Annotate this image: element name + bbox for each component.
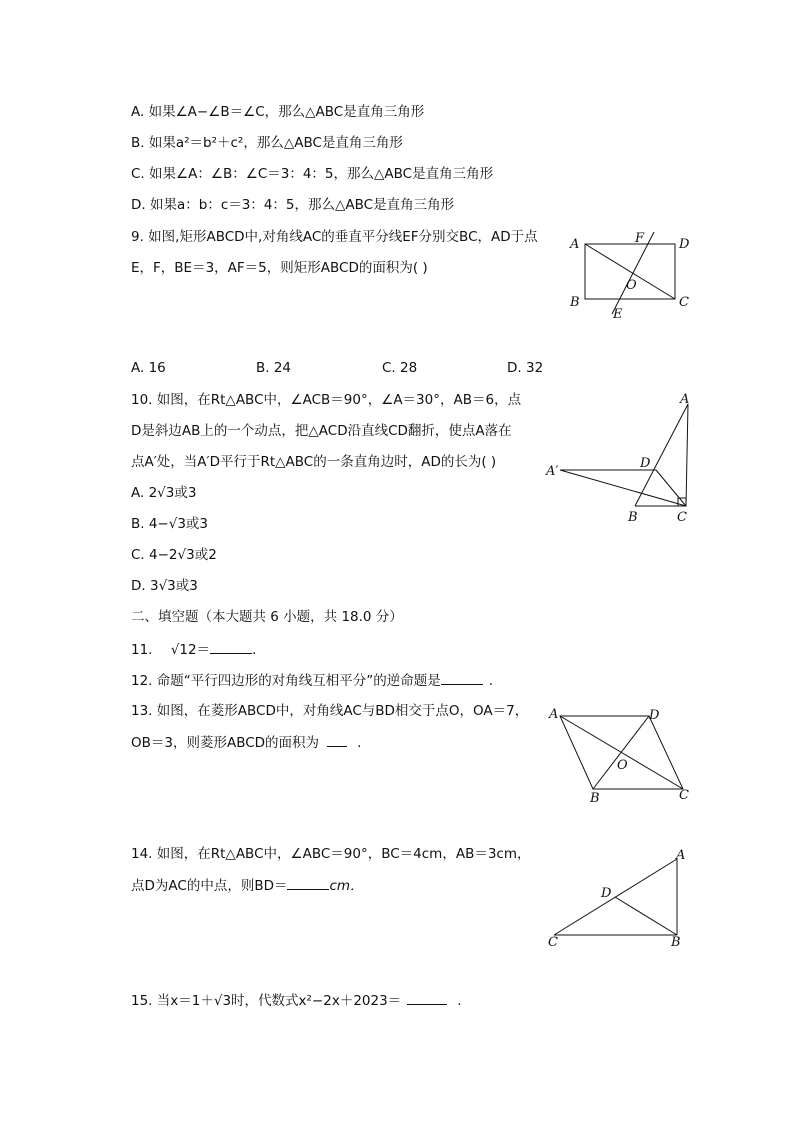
q15-end: .	[457, 993, 462, 1009]
q8-option-c: C. 如果∠A：∠B：∠C＝3：4：5，那么△ABC是直角三角形	[131, 166, 494, 182]
q10-stem-line1: 10. 如图，在Rt△ABC中，∠ACB＝90°，∠A＝30°，AB＝6，点	[131, 392, 522, 408]
q9-label-f: F	[635, 231, 645, 246]
q9-options	[131, 360, 581, 378]
q10-seg-cd	[656, 470, 686, 506]
q9-option-b[interactable]: B. 24	[256, 360, 292, 376]
q14-stem-line2	[131, 876, 364, 895]
q9-label-e: E	[613, 307, 623, 322]
q9-option-d[interactable]: D. 32	[507, 360, 544, 376]
section-2-heading: 二、填空题（本大题共 6 小题，共 18.0 分）	[131, 609, 403, 625]
q9-stem-line2: E，F，BE＝3，AF＝5，则矩形ABCD的面积为( )	[131, 260, 428, 276]
q14-stem-text: 点D为AC的中点，则BD＝	[131, 878, 288, 894]
q9-figure	[560, 228, 700, 323]
q11	[131, 640, 256, 659]
q10-label-d: D	[640, 456, 651, 471]
q13-label-c: C	[679, 788, 689, 803]
q15	[131, 991, 461, 1010]
q11-expression: √12＝	[170, 642, 211, 658]
q13-end: .	[357, 735, 362, 751]
q9-option-a[interactable]: A. 16	[131, 360, 166, 376]
q13-figure	[545, 703, 695, 808]
q8-option-a: A. 如果∠A−∠B＝∠C，那么△ABC是直角三角形	[131, 104, 425, 120]
q10-option-b[interactable]: B. 4−√3或3	[131, 516, 209, 532]
q10-side-ac	[686, 404, 688, 506]
q13-label-a: A	[549, 707, 559, 722]
q13-diagonal-bd	[593, 716, 649, 789]
q10-option-d[interactable]: D. 3√3或3	[131, 578, 198, 594]
q10-option-a[interactable]: A. 2√3或3	[131, 485, 197, 501]
q9-label-o: O	[626, 278, 637, 293]
q10-option-c[interactable]: C. 4−2√3或2	[131, 547, 217, 563]
q14-label-d: D	[601, 886, 612, 901]
q9-stem-line1: 9. 如图,矩形ABCD中,对角线AC的垂直平分线EF分别交BC，AD于点	[131, 229, 538, 245]
q8-option-b: B. 如果a²＝b²＋c²，那么△ABC是直角三角形	[131, 135, 403, 151]
q13-label-b: B	[590, 791, 600, 806]
q8-option-d: D. 如果a：b：c＝3：4：5，那么△ABC是直角三角形	[131, 197, 455, 213]
q12-answer-blank[interactable]	[441, 671, 483, 685]
q10-side-ab	[635, 404, 688, 506]
q10-label-b: B	[628, 510, 638, 525]
q9-label-c: C	[679, 295, 689, 310]
q14-median-bd	[615, 897, 677, 935]
q10-seg-aprime-c	[560, 470, 686, 506]
q10-stem-line2: D是斜边AB上的一个动点，把△ACD沿直线CD翻折，使点A落在	[131, 423, 512, 439]
q14-label-b: B	[671, 935, 681, 950]
q14-unit: cm．	[329, 878, 364, 894]
q9-label-b: B	[570, 295, 580, 310]
q13-label-o: O	[617, 758, 628, 773]
q13-stem-line2	[131, 733, 361, 752]
q10-label-aprime: A′	[546, 464, 559, 479]
q10-label-a: A	[680, 392, 690, 407]
q15-text: 15. 当x＝1＋√3时，代数式x²−2x＋2023＝	[131, 993, 402, 1009]
q11-end: .	[252, 642, 257, 658]
q10-label-c: C	[677, 510, 687, 525]
q12	[131, 671, 493, 690]
q13-stem-line1: 13. 如图，在菱形ABCD中，对角线AC与BD相交于点O，OA＝7，	[131, 703, 529, 719]
q12-text: 12. 命题“平行四边形的对角线互相平分”的逆命题是	[131, 673, 441, 689]
q9-label-d: D	[679, 237, 690, 252]
q9-label-a: A	[570, 237, 580, 252]
q14-answer-blank[interactable]	[287, 876, 329, 890]
q9-option-c[interactable]: C. 28	[382, 360, 418, 376]
q14-stem-line1: 14. 如图，在Rt△ABC中，∠ABC＝90°，BC＝4cm，AB＝3cm，	[131, 846, 531, 862]
q15-answer-blank[interactable]	[407, 991, 447, 1005]
q12-end: .	[488, 673, 494, 689]
q14-figure	[540, 845, 700, 955]
q13-stem-text: OB＝3，则菱形ABCD的面积为	[131, 735, 320, 751]
q11-answer-blank[interactable]	[210, 640, 252, 654]
q13-label-d: D	[649, 708, 660, 723]
q14-label-a: A	[676, 848, 686, 863]
q14-label-c: C	[548, 935, 558, 950]
q10-figure	[540, 388, 700, 528]
q13-answer-blank[interactable]	[327, 733, 347, 747]
q10-stem-line3: 点A′处，当A′D平行于Rt△ABC的一条直角边时，AD的长为( )	[131, 454, 497, 470]
q11-number: 11.	[131, 642, 153, 658]
